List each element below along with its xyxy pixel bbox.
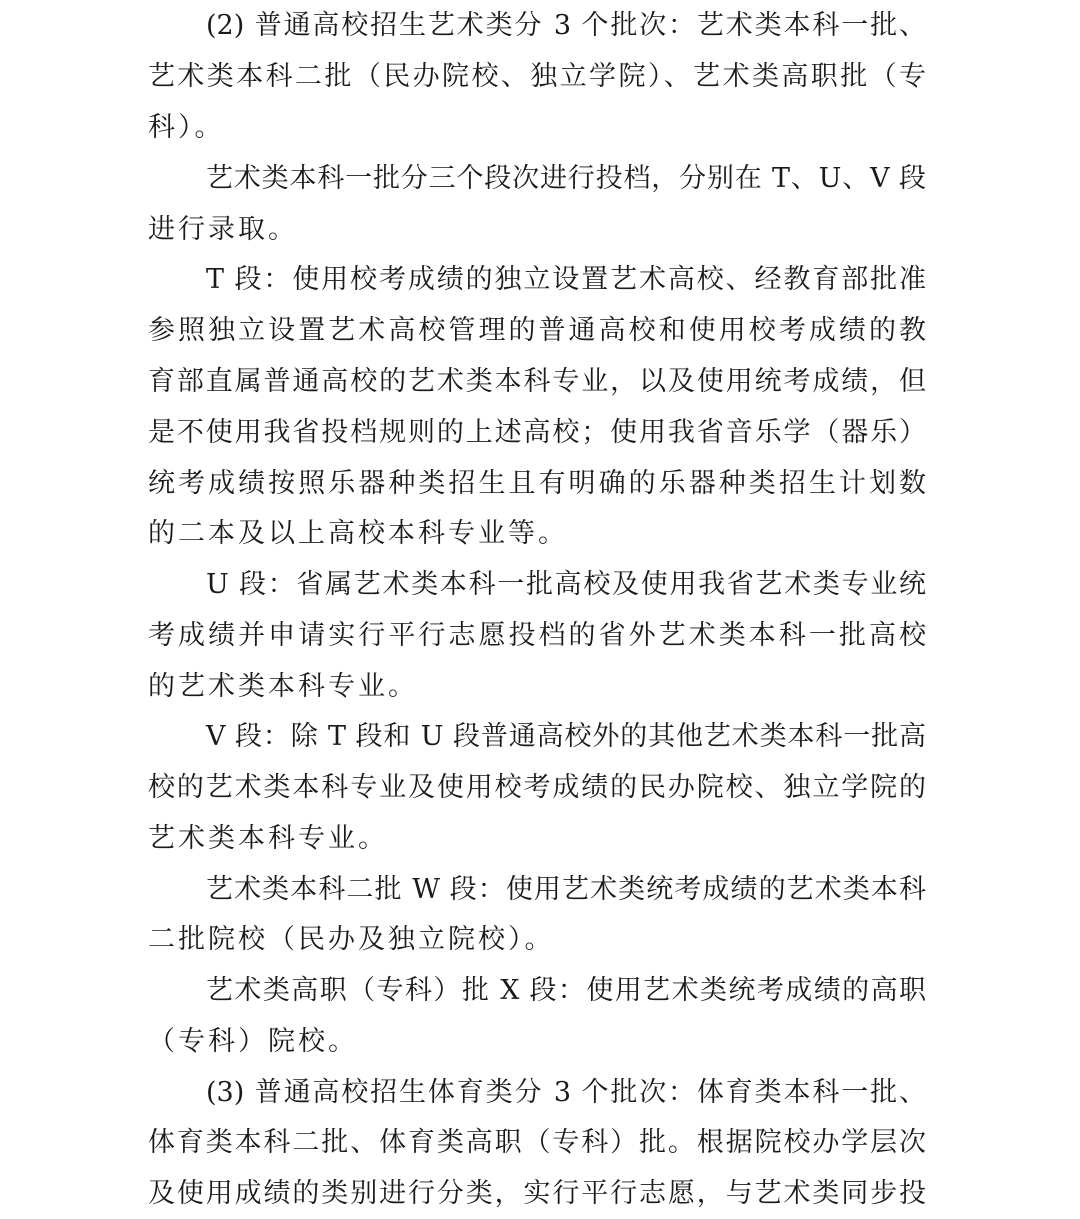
paragraph-8-line-1: (3) 普通高校招生体育类分 3 个批次：体育类本科一批、: [206, 1077, 926, 1108]
paragraph-3-line-6: 的二本及以上高校本科专业等。: [148, 518, 568, 549]
paragraph-3-line-3: 育部直属普通高校的艺术类本科专业，以及使用统考成绩，但: [148, 366, 926, 397]
paragraph-4-line-2: 考成绩并申请实行平行志愿投档的省外艺术类本科一批高校: [148, 620, 926, 651]
paragraph-1-line-3: 科）。: [148, 112, 225, 143]
paragraph-3-line-2: 参照独立设置艺术高校管理的普通高校和使用校考成绩的教: [148, 315, 926, 346]
paragraph-1-line-2: 艺术类本科二批（民办院校、独立学院）、艺术类高职批（专: [148, 61, 926, 92]
paragraph-4-line-3: 的艺术类本科专业。: [148, 671, 418, 702]
paragraph-6-line-1: 艺术类本科二批 W 段：使用艺术类统考成绩的艺术类本科: [206, 874, 926, 905]
paragraph-3-line-5: 统考成绩按照乐器种类招生且有明确的乐器种类招生计划数: [148, 468, 926, 499]
paragraph-1-line-1: (2) 普通高校招生艺术类分 3 个批次：艺术类本科一批、: [206, 10, 926, 41]
paragraph-8-line-2: 体育类本科二批、体育类高职（专科）批。根据院校办学层次: [148, 1127, 926, 1158]
paragraph-3-line-4: 是不使用我省投档规则的上述高校；使用我省音乐学（器乐）: [148, 417, 926, 448]
paragraph-5-line-2: 校的艺术类本科专业及使用校考成绩的民办院校、独立学院的: [148, 772, 926, 803]
paragraph-7-line-1: 艺术类高职（专科）批 X 段：使用艺术类统考成绩的高职: [206, 975, 926, 1006]
paragraph-2-line-1: 艺术类本科一批分三个段次进行投档，分别在 T、U、V 段: [206, 163, 926, 194]
paragraph-3-line-1: T 段：使用校考成绩的独立设置艺术高校、经教育部批准: [206, 264, 926, 295]
paragraph-4-line-1: U 段：省属艺术类本科一批高校及使用我省艺术类专业统: [206, 569, 926, 600]
paragraph-7-line-2: （专科）院校。: [148, 1026, 358, 1057]
paragraph-6-line-2: 二批院校（民办及独立院校）。: [148, 924, 555, 955]
paragraph-2-line-2: 进行录取。: [148, 214, 298, 245]
paragraph-5-line-1: V 段：除 T 段和 U 段普通高校外的其他艺术类本科一批高: [206, 721, 926, 752]
paragraph-8-line-3: 及使用成绩的类别进行分类，实行平行志愿，与艺术类同步投: [148, 1178, 926, 1209]
paragraph-5-line-3: 艺术类本科专业。: [148, 823, 388, 854]
